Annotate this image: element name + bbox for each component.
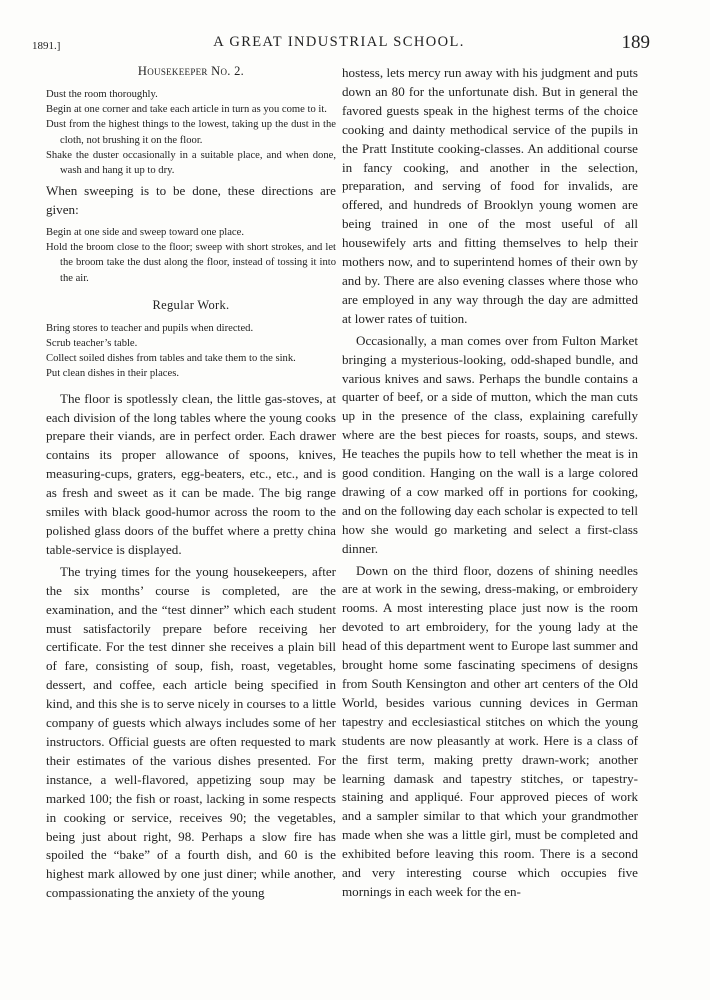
list-item: Begin at one corner and take each article in turn as you come to it. — [46, 104, 327, 116]
right-column — [342, 64, 638, 902]
list-item: Dust from the highest things to the lowest, taking up the dust in the cloth, not brushing it on the floor. — [46, 119, 336, 146]
paragraph-floor: The floor is spotlessly clean, the little gas-stoves, at each division of the long tables where the young cooks prepare their viands, are in perfect order. Each drawer contains its proper allowance of spoons, knives, measuring-cups, graters, egg-beaters, etc., etc., and is as fresh and sweet as it can be made. The big range smiles with black good-humor across the room to the polished glass doors of the buffet where a pretty china table-service is displayed. — [46, 390, 336, 557]
header-year: 1891.] — [32, 40, 61, 52]
regular-work-heading: Regular Work. — [152, 297, 230, 312]
running-header — [30, 34, 648, 58]
list-item: Collect soiled dishes from tables and take them to the sink. — [46, 353, 296, 365]
left-column — [46, 64, 336, 903]
paragraph-test-dinner: The trying times for the young housekeepers, after the six months’ course is completed, are the examination, and the “test dinner” which each student must satisfactorily prepare before receiving her certificate. For the test dinner she receives a plain bill of fare, consisting of soup, fish, roast, vegetables, dessert, and coffee, each article being specified in kind, and this she is to serve nicely in courses to a little company of guests which always includes some of her instructors. Official guests are often requested to mark their estimates of the various dishes presented. For instance, a well-flavored, appetizing soup may be marked 100; the fish or roast, lacking in some respects in cooking or service, receives 90; the vegetables, being just about right, 98. Perhaps a slow fire has spoiled the “bake” of a fourth dish, and 60 is the highest mark allowed by one just diner; while another, compassionating the anxiety of the young — [46, 563, 336, 901]
regular-work-list — [46, 321, 336, 382]
list-item: Begin at one side and sweep toward one place. — [46, 227, 244, 239]
housekeeper-list — [46, 87, 336, 178]
list-item: Bring stores to teacher and pupils when directed. — [46, 322, 254, 334]
header-title: A GREAT INDUSTRIAL SCHOOL. — [213, 34, 465, 50]
paragraph-hostess: hostess, lets mercy run away with his judgment and puts down an 80 for the unfortunate dish. But in general the favored guests speak in the highest terms of the choice cooking and dainty methodical service of the pupils in the Pratt Institute cooking-classes. An additional course in fancy cooking, and another in the selection, preparation, and serving of food for invalids, are offered, and hundreds of Brooklyn young women are being trained in one of the most useful of all housewifely arts and fitting themselves to help their mothers now, and to superintend homes of their own by and by. There are also evening classes where those who are employed in any way through the day are admitted at lower rates of tuition. — [342, 65, 638, 326]
list-item: Dust the room thoroughly. — [46, 89, 158, 100]
list-item: Put clean dishes in their places. — [46, 368, 179, 380]
list-item: Shake the duster occasionally in a suitable place, and when done, wash and hang it up to dry. — [46, 149, 336, 177]
paragraph-fulton-market: Occasionally, a man comes over from Fulton Market bringing a mysterious-looking, odd-shaped bundle, and various knives and saws. Perhaps the bundle contains a quarter of beef, or a side of mutton, which the man cuts up in the presence of the class, explaining carefully where are the best pieces for roasts, soups, and stews. He teaches the pupils how to tell whether the meat is in good condition. Hanging on the wall is a large colored drawing of a cow marked off in portions for cooking, and on the following day each scholar is expected to tell how she would go marketing and select a first-class dinner. — [342, 332, 638, 556]
list-item: Hold the broom close to the floor; sweep with short strokes, and let the broom take the dust along the floor, instead of tossing it into the air. — [46, 242, 336, 284]
page-number: 189 — [621, 32, 650, 53]
paragraph-third-floor: Down on the third floor, dozens of shining needles are at work in the sewing, dress-making, or embroidery rooms. A most interesting place just now is the room devoted to art embroidery, for the young lady at the head of this department went to Europe last summer and brought home some fascinating specimens of designs from South Kensington and other art centers of the Old World, besides various cunning devices in German tapestry and ecclesiastical stitches on which the young students are now pleasantly at work. Here is a class of the first term, making pretty drawn-work; another learning damask and tapestry stitches, or tapestry-staining and appliqué. Four approved pieces of work and a sampler similar to that which your grandmother made when she was a little girl, must be completed and exhibited before leaving this room. There is a second and very interesting course which occupies five mornings in each week for the en- — [342, 562, 638, 899]
sweeping-intro: When sweeping is to be done, these directions are given: — [46, 183, 336, 218]
list-item: Scrub teacher’s table. — [46, 338, 138, 350]
sweeping-list — [46, 225, 336, 286]
housekeeper-heading: Housekeeper No. 2. — [137, 64, 245, 78]
